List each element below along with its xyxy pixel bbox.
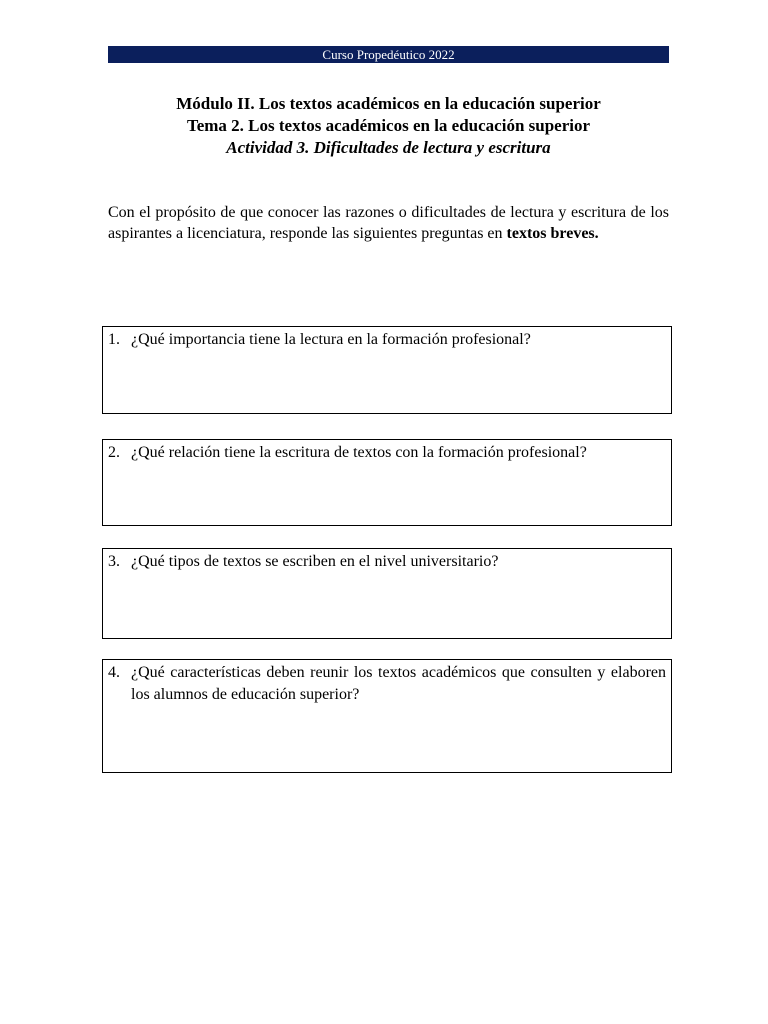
question-row bbox=[108, 551, 666, 573]
course-banner: Curso Propedéutico 2022 bbox=[108, 46, 669, 63]
question-text: ¿Qué tipos de textos se escriben en el nivel universitario? bbox=[131, 553, 499, 570]
question-number: 4. bbox=[108, 664, 120, 681]
instructions-text: Con el propósito de que conocer las razones o dificultades de lectura y escritura de los aspirantes a licenciatura, responde las siguientes preguntas en bbox=[108, 204, 669, 242]
question-text: ¿Qué importancia tiene la lectura en la formación profesional? bbox=[131, 331, 531, 348]
question-number: 1. bbox=[108, 331, 120, 348]
question-box-3[interactable] bbox=[102, 548, 672, 639]
instructions-paragraph bbox=[108, 202, 669, 244]
instructions-emphasis: textos breves. bbox=[506, 225, 599, 242]
topic-title: Tema 2. Los textos académicos en la educación superior bbox=[186, 116, 591, 135]
question-row bbox=[108, 442, 666, 464]
question-text: ¿Qué relación tiene la escritura de textos con la formación profesional? bbox=[131, 444, 587, 461]
activity-title: Actividad 3. Dificultades de lectura y escritura bbox=[226, 138, 551, 157]
question-row bbox=[108, 662, 666, 706]
question-box-4[interactable] bbox=[102, 659, 672, 773]
question-box-1[interactable] bbox=[102, 326, 672, 414]
question-number: 3. bbox=[108, 553, 120, 570]
question-text: ¿Qué características deben reunir los textos académicos que consulten y elaboren los alumnos de educación superior? bbox=[131, 664, 666, 703]
question-row bbox=[108, 329, 666, 351]
question-number: 2. bbox=[108, 444, 120, 461]
question-box-2[interactable] bbox=[102, 439, 672, 526]
module-title: Módulo II. Los textos académicos en la educación superior bbox=[176, 94, 601, 113]
title-block bbox=[108, 93, 669, 159]
